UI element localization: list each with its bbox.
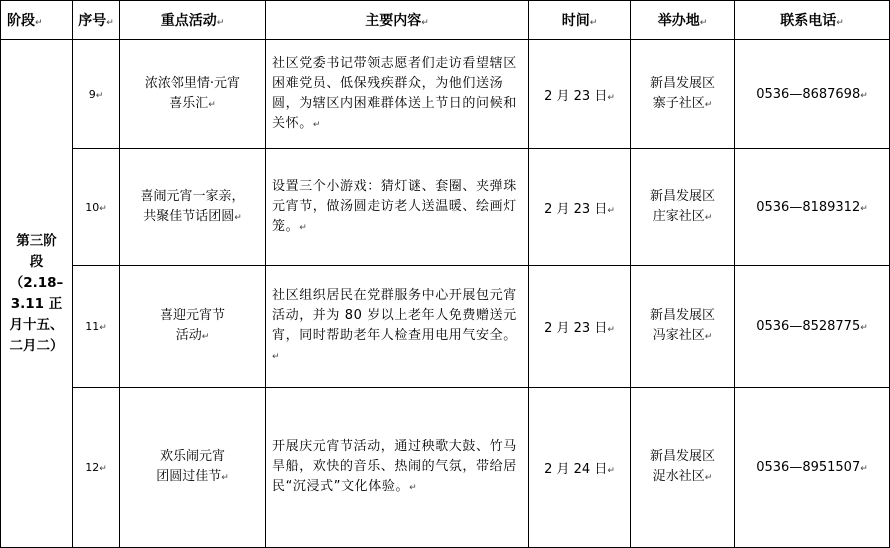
- activity-venue: 新昌发展区 寨子社区↵: [631, 40, 735, 149]
- contact-phone: 0536—8687698↵: [735, 40, 890, 149]
- activity-name: 喜闹元宵一家亲， 共聚佳节话团圆↵: [120, 149, 266, 266]
- header-venue: 举办地↵: [631, 1, 735, 40]
- header-time: 时间↵: [529, 1, 631, 40]
- contact-phone: 0536—8951507↵: [735, 388, 890, 548]
- header-activity: 重点活动↵: [120, 1, 266, 40]
- activity-content: 社区组织居民在党群服务中心开展包元宵活动，并为 80 岁以上老年人免费赠送元宵，同时帮助老年人检查用电用气安全。↵: [266, 266, 529, 388]
- activity-venue: 新昌发展区 浞水社区↵: [631, 388, 735, 548]
- activity-time: 2 月 23 日↵: [529, 149, 631, 266]
- header-phone: 联系电话↵: [735, 1, 890, 40]
- activity-time: 2 月 23 日↵: [529, 40, 631, 149]
- header-stage: 阶段↵: [1, 1, 73, 40]
- activity-content: 开展庆元宵节活动，通过秧歌大鼓、竹马旱船，欢快的音乐、热闹的气氛，带给居民“沉浸式”文化体验。↵: [266, 388, 529, 548]
- header-row: [1, 1, 890, 40]
- activity-name: 浓浓邻里情·元宵 喜乐汇↵: [120, 40, 266, 149]
- stage-line: 二月二）: [9, 337, 64, 354]
- activity-name: 欢乐闹元宵 团圆过佳节↵: [120, 388, 266, 548]
- activity-content: 社区党委书记带领志愿者们走访看望辖区困难党员、低保残疾群众，为他们送汤圆，为辖区内困难群体送上节日的问候和关怀。↵: [266, 40, 529, 149]
- row-number: 12↵: [73, 388, 120, 548]
- stage-line: 第三阶: [16, 232, 57, 249]
- contact-phone: 0536—8189312↵: [735, 149, 890, 266]
- stage-line: 月十五、: [9, 316, 64, 333]
- row-number: 9↵: [73, 40, 120, 149]
- row-number: 10↵: [73, 149, 120, 266]
- stage-line: （2.18–: [9, 274, 64, 291]
- contact-phone: 0536—8528775↵: [735, 266, 890, 388]
- row-number: 11↵: [73, 266, 120, 388]
- stage-line: 段: [29, 253, 44, 270]
- activity-name: 喜迎元宵节 活动↵: [120, 266, 266, 388]
- stage-line: 3.11 正: [10, 295, 63, 312]
- activity-time: 2 月 23 日↵: [529, 266, 631, 388]
- table-row: [1, 266, 890, 388]
- table-row: [1, 149, 890, 266]
- header-content: 主要内容↵: [266, 1, 529, 40]
- table-row: [1, 388, 890, 548]
- activity-content: 设置三个小游戏：猜灯谜、套圈、夹弹珠元宵节，做汤圆走访老人送温暖、绘画灯笼。↵: [266, 149, 529, 266]
- stage-cell: [1, 40, 73, 548]
- activity-venue: 新昌发展区 冯家社区↵: [631, 266, 735, 388]
- header-num: 序号↵: [73, 1, 120, 40]
- activity-time: 2 月 24 日↵: [529, 388, 631, 548]
- activity-venue: 新昌发展区 庄家社区↵: [631, 149, 735, 266]
- table-row: [1, 40, 890, 149]
